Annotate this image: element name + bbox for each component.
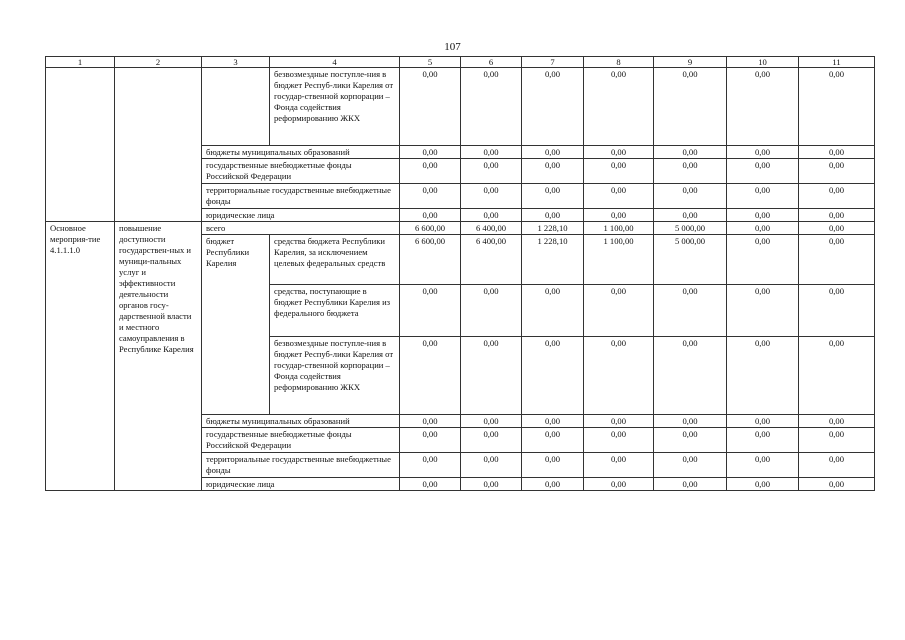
header-cell: 11 (799, 57, 875, 68)
value-cell: 0,00 (584, 478, 654, 491)
value-cell: 6 400,00 (461, 222, 522, 235)
value-cell: 0,00 (584, 68, 654, 146)
value-cell: 0,00 (584, 146, 654, 159)
value-cell: 0,00 (584, 184, 654, 209)
empty-cell (46, 68, 115, 222)
value-cell: 0,00 (461, 337, 522, 415)
budget-source-label: бюджет Республики Карелия (202, 235, 270, 415)
value-cell: 0,00 (461, 285, 522, 337)
value-cell: 0,00 (799, 478, 875, 491)
header-cell: 6 (461, 57, 522, 68)
value-cell: 0,00 (584, 209, 654, 222)
value-cell: 0,00 (727, 209, 799, 222)
value-cell: 0,00 (522, 415, 584, 428)
row-label: безвозмездные поступле-ния в бюджет Респуб-лики Карелия от государ-ственной корпорации – Фонда содействия реформированию ЖКХ (270, 337, 400, 415)
value-cell: 0,00 (799, 285, 875, 337)
value-cell: 0,00 (727, 285, 799, 337)
value-cell: 0,00 (654, 146, 727, 159)
row-label: государственные внебюджетные фонды Российской Федерации (202, 428, 400, 453)
value-cell: 1 100,00 (584, 222, 654, 235)
value-cell: 0,00 (799, 337, 875, 415)
value-cell: 0,00 (799, 453, 875, 478)
value-cell: 0,00 (654, 337, 727, 415)
value-cell: 0,00 (461, 68, 522, 146)
value-cell: 0,00 (727, 428, 799, 453)
value-cell: 0,00 (522, 209, 584, 222)
value-cell: 0,00 (461, 453, 522, 478)
table-row (46, 68, 875, 146)
value-cell: 0,00 (727, 478, 799, 491)
value-cell: 0,00 (799, 146, 875, 159)
funding-table (45, 56, 875, 491)
value-cell: 0,00 (799, 159, 875, 184)
value-cell: 1 228,10 (522, 235, 584, 285)
row-label: средства, поступающие в бюджет Республики Карелия из федерального бюджета (270, 285, 400, 337)
table-row (46, 222, 875, 235)
header-cell: 9 (654, 57, 727, 68)
value-cell: 0,00 (461, 428, 522, 453)
value-cell: 0,00 (727, 184, 799, 209)
value-cell: 0,00 (584, 415, 654, 428)
activity-name: Основное мероприя-тие 4.1.1.1.0 (46, 222, 115, 491)
value-cell: 0,00 (400, 184, 461, 209)
value-cell: 0,00 (584, 285, 654, 337)
value-cell: 0,00 (522, 146, 584, 159)
value-cell: 0,00 (461, 209, 522, 222)
value-cell: 0,00 (727, 453, 799, 478)
value-cell: 0,00 (400, 453, 461, 478)
value-cell: 0,00 (584, 428, 654, 453)
header-cell: 2 (115, 57, 202, 68)
value-cell: 0,00 (799, 415, 875, 428)
value-cell: 0,00 (654, 159, 727, 184)
value-cell: 0,00 (727, 68, 799, 146)
value-cell: 0,00 (584, 337, 654, 415)
table-body (46, 57, 875, 491)
value-cell: 0,00 (727, 337, 799, 415)
value-cell: 0,00 (654, 209, 727, 222)
value-cell: 6 600,00 (400, 222, 461, 235)
value-cell: 1 100,00 (584, 235, 654, 285)
value-cell: 0,00 (522, 68, 584, 146)
row-label: безвозмездные поступле-ния в бюджет Респуб-лики Карелия от государ-ственной корпорации – Фонда содействия реформированию ЖКХ (270, 68, 400, 146)
value-cell: 5 000,00 (654, 222, 727, 235)
value-cell: 0,00 (461, 415, 522, 428)
value-cell: 0,00 (654, 453, 727, 478)
value-cell: 0,00 (727, 159, 799, 184)
value-cell: 0,00 (522, 285, 584, 337)
row-label: всего (202, 222, 400, 235)
value-cell: 0,00 (400, 478, 461, 491)
value-cell: 0,00 (522, 428, 584, 453)
page-number: 107 (444, 41, 461, 53)
row-label: территориальные государственные внебюджетные фонды (202, 184, 400, 209)
value-cell: 0,00 (400, 428, 461, 453)
value-cell: 0,00 (799, 184, 875, 209)
value-cell: 0,00 (584, 453, 654, 478)
value-cell: 0,00 (522, 184, 584, 209)
row-label: бюджеты муниципальных образований (202, 146, 400, 159)
activity-description: повышение доступности государствен-ных и муници-пальных услуг и эффективности деятельности органов госу-дарственной власти и местного самоуправления в Республике Карелия (115, 222, 202, 491)
value-cell: 0,00 (799, 235, 875, 285)
header-cell: 1 (46, 57, 115, 68)
empty-cell (115, 68, 202, 222)
header-cell: 7 (522, 57, 584, 68)
value-cell: 0,00 (654, 68, 727, 146)
value-cell: 0,00 (522, 337, 584, 415)
value-cell: 0,00 (727, 415, 799, 428)
value-cell: 0,00 (400, 415, 461, 428)
value-cell: 0,00 (799, 68, 875, 146)
value-cell: 0,00 (400, 68, 461, 146)
header-cell: 8 (584, 57, 654, 68)
value-cell: 0,00 (654, 478, 727, 491)
header-cell: 10 (727, 57, 799, 68)
value-cell: 0,00 (799, 222, 875, 235)
value-cell: 0,00 (654, 285, 727, 337)
value-cell: 0,00 (522, 159, 584, 184)
header-cell: 5 (400, 57, 461, 68)
value-cell: 0,00 (400, 337, 461, 415)
value-cell: 0,00 (584, 159, 654, 184)
header-cell: 4 (270, 57, 400, 68)
value-cell: 0,00 (461, 478, 522, 491)
value-cell: 0,00 (461, 159, 522, 184)
value-cell: 0,00 (400, 285, 461, 337)
header-row (46, 57, 875, 68)
row-label: средства бюджета Республики Карелия, за исключением целевых федеральных средств (270, 235, 400, 285)
value-cell: 0,00 (799, 209, 875, 222)
row-label: юридические лица (202, 478, 400, 491)
value-cell: 0,00 (799, 428, 875, 453)
value-cell: 0,00 (400, 159, 461, 184)
value-cell: 0,00 (727, 146, 799, 159)
value-cell: 6 600,00 (400, 235, 461, 285)
row-label: бюджеты муниципальных образований (202, 415, 400, 428)
value-cell: 0,00 (654, 184, 727, 209)
value-cell: 0,00 (400, 209, 461, 222)
value-cell: 6 400,00 (461, 235, 522, 285)
value-cell: 0,00 (522, 478, 584, 491)
value-cell: 0,00 (727, 222, 799, 235)
value-cell: 0,00 (400, 146, 461, 159)
row-label: государственные внебюджетные фонды Российской Федерации (202, 159, 400, 184)
row-label: юридические лица (202, 209, 400, 222)
value-cell: 1 228,10 (522, 222, 584, 235)
value-cell: 0,00 (727, 235, 799, 285)
value-cell: 0,00 (654, 428, 727, 453)
value-cell: 0,00 (461, 184, 522, 209)
value-cell: 5 000,00 (654, 235, 727, 285)
header-cell: 3 (202, 57, 270, 68)
row-label: территориальные государственные внебюджетные фонды (202, 453, 400, 478)
empty-cell (202, 68, 270, 146)
value-cell: 0,00 (654, 415, 727, 428)
value-cell: 0,00 (522, 453, 584, 478)
value-cell: 0,00 (461, 146, 522, 159)
